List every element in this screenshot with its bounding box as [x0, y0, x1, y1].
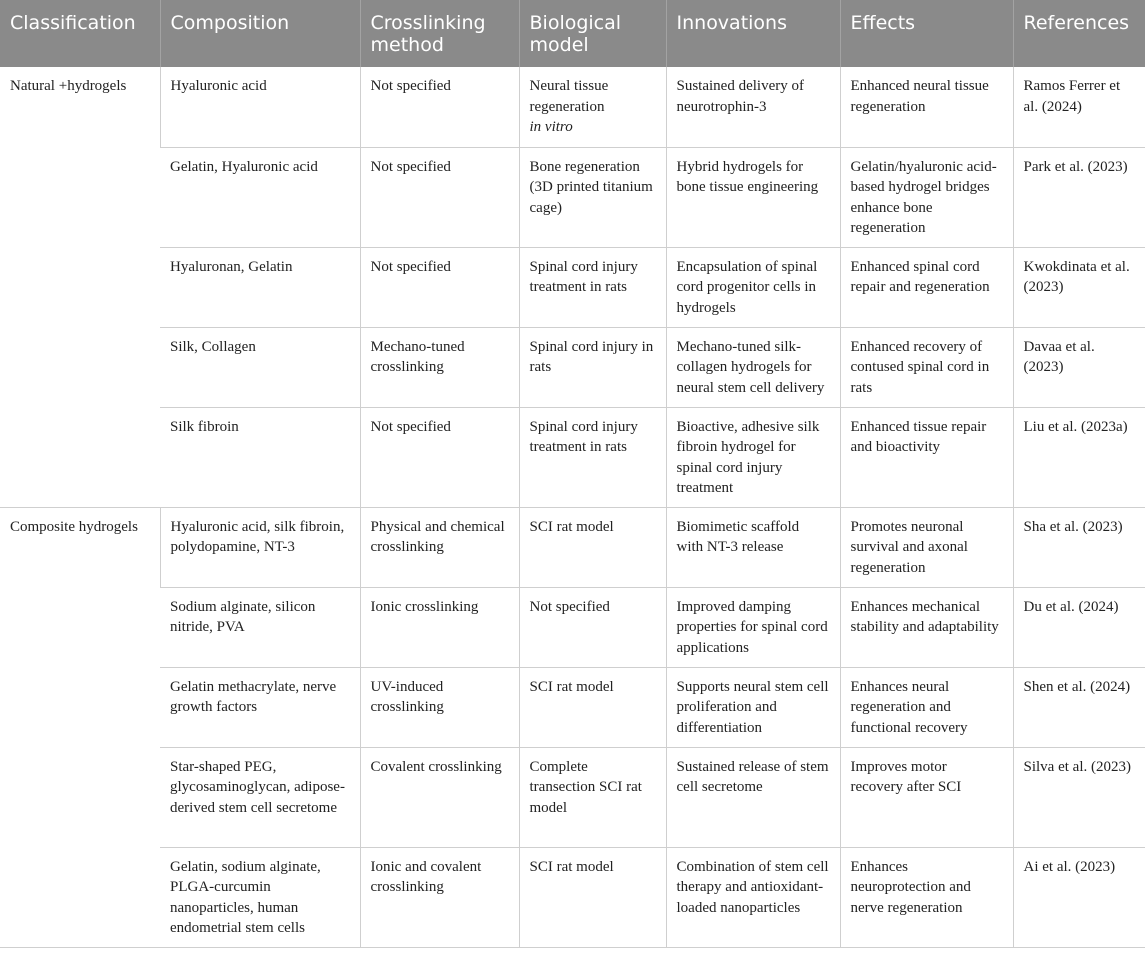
innovations-cell: Bioactive, adhesive silk fibroin hydrogel for spinal cord injury treatment [666, 407, 840, 507]
composition-cell: Hyaluronic acid, silk fibroin, polydopamine, NT-3 [160, 507, 360, 587]
classification-cell: Natural +hydrogels [0, 67, 160, 507]
header-references: References [1013, 0, 1145, 67]
table-row [0, 747, 1145, 847]
innovations-cell: Sustained release of stem cell secretome [666, 747, 840, 847]
crosslinking-cell: Covalent crosslinking [360, 747, 519, 847]
table-row [0, 407, 1145, 507]
innovations-cell: Biomimetic scaffold with NT-3 release [666, 507, 840, 587]
header-row [0, 0, 1145, 67]
table-row [0, 147, 1145, 247]
references-cell: Davaa et al. (2023) [1013, 327, 1145, 407]
header-innovations: Innovations [666, 0, 840, 67]
model-cell: SCI rat model [519, 667, 666, 747]
references-cell: Du et al. (2024) [1013, 587, 1145, 667]
model-cell: Spinal cord injury in rats [519, 327, 666, 407]
effects-cell: Enhanced neural tissue regeneration [840, 67, 1013, 147]
references-cell: Ai et al. (2023) [1013, 847, 1145, 947]
innovations-cell: Sustained delivery of neurotrophin-3 [666, 67, 840, 147]
effects-cell: Improves motor recovery after SCI [840, 747, 1013, 847]
composition-cell: Silk fibroin [160, 407, 360, 507]
effects-cell: Promotes neuronal survival and axonal regeneration [840, 507, 1013, 587]
effects-cell: Enhances neural regeneration and functional recovery [840, 667, 1013, 747]
classification-cell: Composite hydrogels [0, 507, 160, 947]
references-cell: Liu et al. (2023a) [1013, 407, 1145, 507]
innovations-cell: Combination of stem cell therapy and antioxidant-loaded nanoparticles [666, 847, 840, 947]
references-cell: Sha et al. (2023) [1013, 507, 1145, 587]
table-row [0, 587, 1145, 667]
table-row [0, 327, 1145, 407]
model-cell: Spinal cord injury treatment in rats [519, 247, 666, 327]
composition-cell: Gelatin, sodium alginate, PLGA-curcumin nanoparticles, human endometrial stem cells [160, 847, 360, 947]
model-cell: Spinal cord injury treatment in rats [519, 407, 666, 507]
crosslinking-cell: Not specified [360, 67, 519, 147]
model-cell: SCI rat model [519, 507, 666, 587]
references-cell: Silva et al. (2023) [1013, 747, 1145, 847]
composition-cell: Gelatin, Hyaluronic acid [160, 147, 360, 247]
innovations-cell: Mechano-tuned silk-collagen hydrogels for neural stem cell delivery [666, 327, 840, 407]
model-cell: Complete transection SCI rat model [519, 747, 666, 847]
innovations-cell: Hybrid hydrogels for bone tissue engineering [666, 147, 840, 247]
model-cell: SCI rat model [519, 847, 666, 947]
composition-cell: Hyaluronic acid [160, 67, 360, 147]
effects-cell: Enhanced tissue repair and bioactivity [840, 407, 1013, 507]
model-cell: Not specified [519, 587, 666, 667]
crosslinking-cell: Not specified [360, 247, 519, 327]
composition-cell: Star-shaped PEG, glycosaminoglycan, adipose-derived stem cell secretome [160, 747, 360, 847]
crosslinking-cell: Ionic and covalent crosslinking [360, 847, 519, 947]
model-italic-text: in vitro [529, 119, 573, 135]
header-biological-model: Biological model [519, 0, 666, 67]
references-cell: Ramos Ferrer et al. (2024) [1013, 67, 1145, 147]
model-text: Neural tissue regeneration [529, 78, 609, 115]
table-row [0, 67, 1145, 147]
table-row [0, 847, 1145, 947]
model-cell: Bone regeneration (3D printed titanium cage) [519, 147, 666, 247]
references-cell: Kwokdinata et al. (2023) [1013, 247, 1145, 327]
crosslinking-cell: Ionic crosslinking [360, 587, 519, 667]
crosslinking-cell: Not specified [360, 147, 519, 247]
effects-cell: Enhances neuroprotection and nerve regeneration [840, 847, 1013, 947]
references-cell: Shen et al. (2024) [1013, 667, 1145, 747]
crosslinking-cell: Physical and chemical crosslinking [360, 507, 519, 587]
table-row [0, 667, 1145, 747]
effects-cell: Gelatin/hyaluronic acid-based hydrogel bridges enhance bone regeneration [840, 147, 1013, 247]
innovations-cell: Improved damping properties for spinal cord applications [666, 587, 840, 667]
effects-cell: Enhanced recovery of contused spinal cord in rats [840, 327, 1013, 407]
header-effects: Effects [840, 0, 1013, 67]
composition-cell: Hyaluronan, Gelatin [160, 247, 360, 327]
header-classification: Classification [0, 0, 160, 67]
effects-cell: Enhances mechanical stability and adaptability [840, 587, 1013, 667]
composition-cell: Silk, Collagen [160, 327, 360, 407]
crosslinking-cell: Mechano-tuned crosslinking [360, 327, 519, 407]
model-cell [519, 67, 666, 147]
references-cell: Park et al. (2023) [1013, 147, 1145, 247]
effects-cell: Enhanced spinal cord repair and regeneration [840, 247, 1013, 327]
crosslinking-cell: UV-induced crosslinking [360, 667, 519, 747]
innovations-cell: Encapsulation of spinal cord progenitor cells in hydrogels [666, 247, 840, 327]
crosslinking-cell: Not specified [360, 407, 519, 507]
header-composition: Composition [160, 0, 360, 67]
composition-cell: Gelatin methacrylate, nerve growth factors [160, 667, 360, 747]
header-crosslinking: Crosslinking method [360, 0, 519, 67]
composition-cell: Sodium alginate, silicon nitride, PVA [160, 587, 360, 667]
table-row [0, 507, 1145, 587]
table-row [0, 247, 1145, 327]
innovations-cell: Supports neural stem cell proliferation and differentiation [666, 667, 840, 747]
